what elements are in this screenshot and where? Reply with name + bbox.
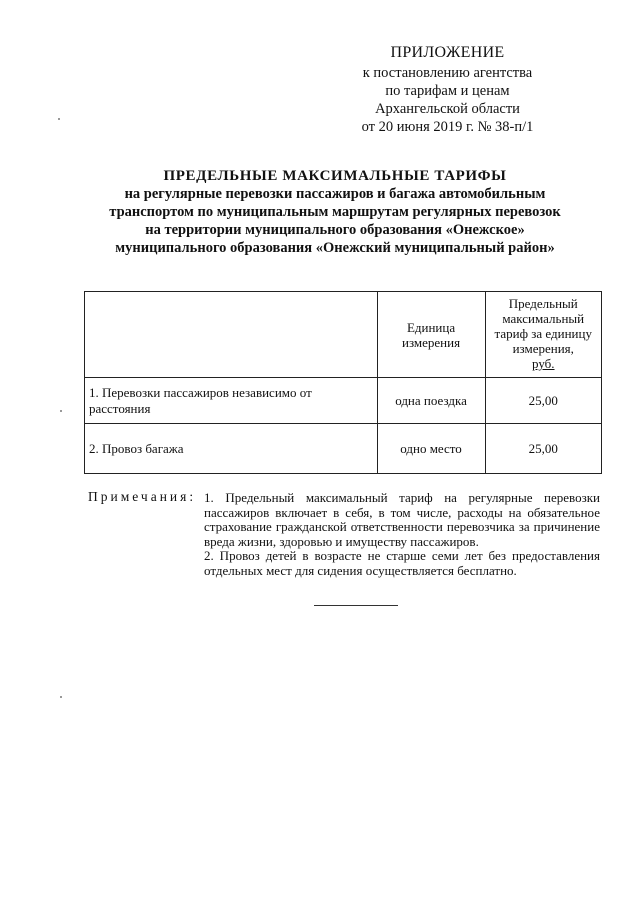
closing-divider [314, 605, 398, 606]
header-tariff-line: измерения, [512, 341, 574, 356]
title-line: муниципального образования «Онежский муниципальный район» [115, 240, 555, 256]
title-line: транспортом по муниципальным маршрутам регулярных перевозок [109, 204, 561, 220]
appendix-line: от 20 июня 2019 г. № 38-п/1 [361, 119, 534, 135]
table-row [85, 378, 602, 424]
scan-mark [60, 696, 62, 698]
row-unit: одна поездка [377, 378, 485, 424]
header-cell-unit [377, 292, 485, 378]
row-tariff-value: 25,00 [485, 378, 601, 424]
table-row [85, 424, 602, 474]
header-tariff-line: руб. [531, 356, 555, 371]
title-line: на территории муниципального образования «Онежское» [145, 222, 525, 238]
scan-mark [58, 118, 60, 120]
header-unit-line: измерения [401, 334, 461, 350]
header-unit-line: Единица [406, 319, 456, 335]
header-cell-tariff [485, 292, 601, 378]
note-item: 2. Провоз детей в возрасте не старше семи лет без предоставления отдельных мест для сидения осуществляется бесплатно. [204, 548, 600, 578]
scan-mark [60, 410, 62, 412]
row-unit: одно место [377, 424, 485, 474]
note-item: 1. Предельный максимальный тариф на регулярные перевозки пассажиров включает в себя, в том числе, расходы на обязательное страхование гражданской ответственности перевозчика за причинение вреда жизни, здоровью и имуществу пассажиров. [204, 490, 600, 549]
appendix-line: к постановлению агентства [362, 65, 533, 81]
table-header-row [85, 292, 602, 378]
header-tariff-line: Предельный [508, 296, 578, 311]
header-tariff-line: тариф за единицу [494, 326, 592, 341]
notes-list [204, 491, 600, 578]
appendix-block [340, 44, 555, 136]
header-tariff-line: максимальный [502, 311, 585, 326]
document-title [70, 167, 600, 257]
title-main: ПРЕДЕЛЬНЫЕ МАКСИМАЛЬНЫЕ ТАРИФЫ [163, 168, 507, 184]
tariff-table [84, 291, 602, 474]
title-line: на регулярные перевозки пассажиров и багажа автомобильным [124, 186, 546, 202]
row-service-name: 2. Провоз багажа [85, 424, 378, 474]
appendix-heading: ПРИЛОЖЕНИЕ [390, 44, 505, 61]
appendix-line: Архангельской области [375, 101, 520, 117]
row-tariff-value: 25,00 [485, 424, 601, 474]
row-service-name: 1. Перевозки пассажиров независимо от расстояния [85, 378, 378, 424]
header-cell-service [85, 292, 378, 378]
notes-label: Примечания: [88, 489, 197, 504]
appendix-line: по тарифам и ценам [385, 83, 510, 99]
